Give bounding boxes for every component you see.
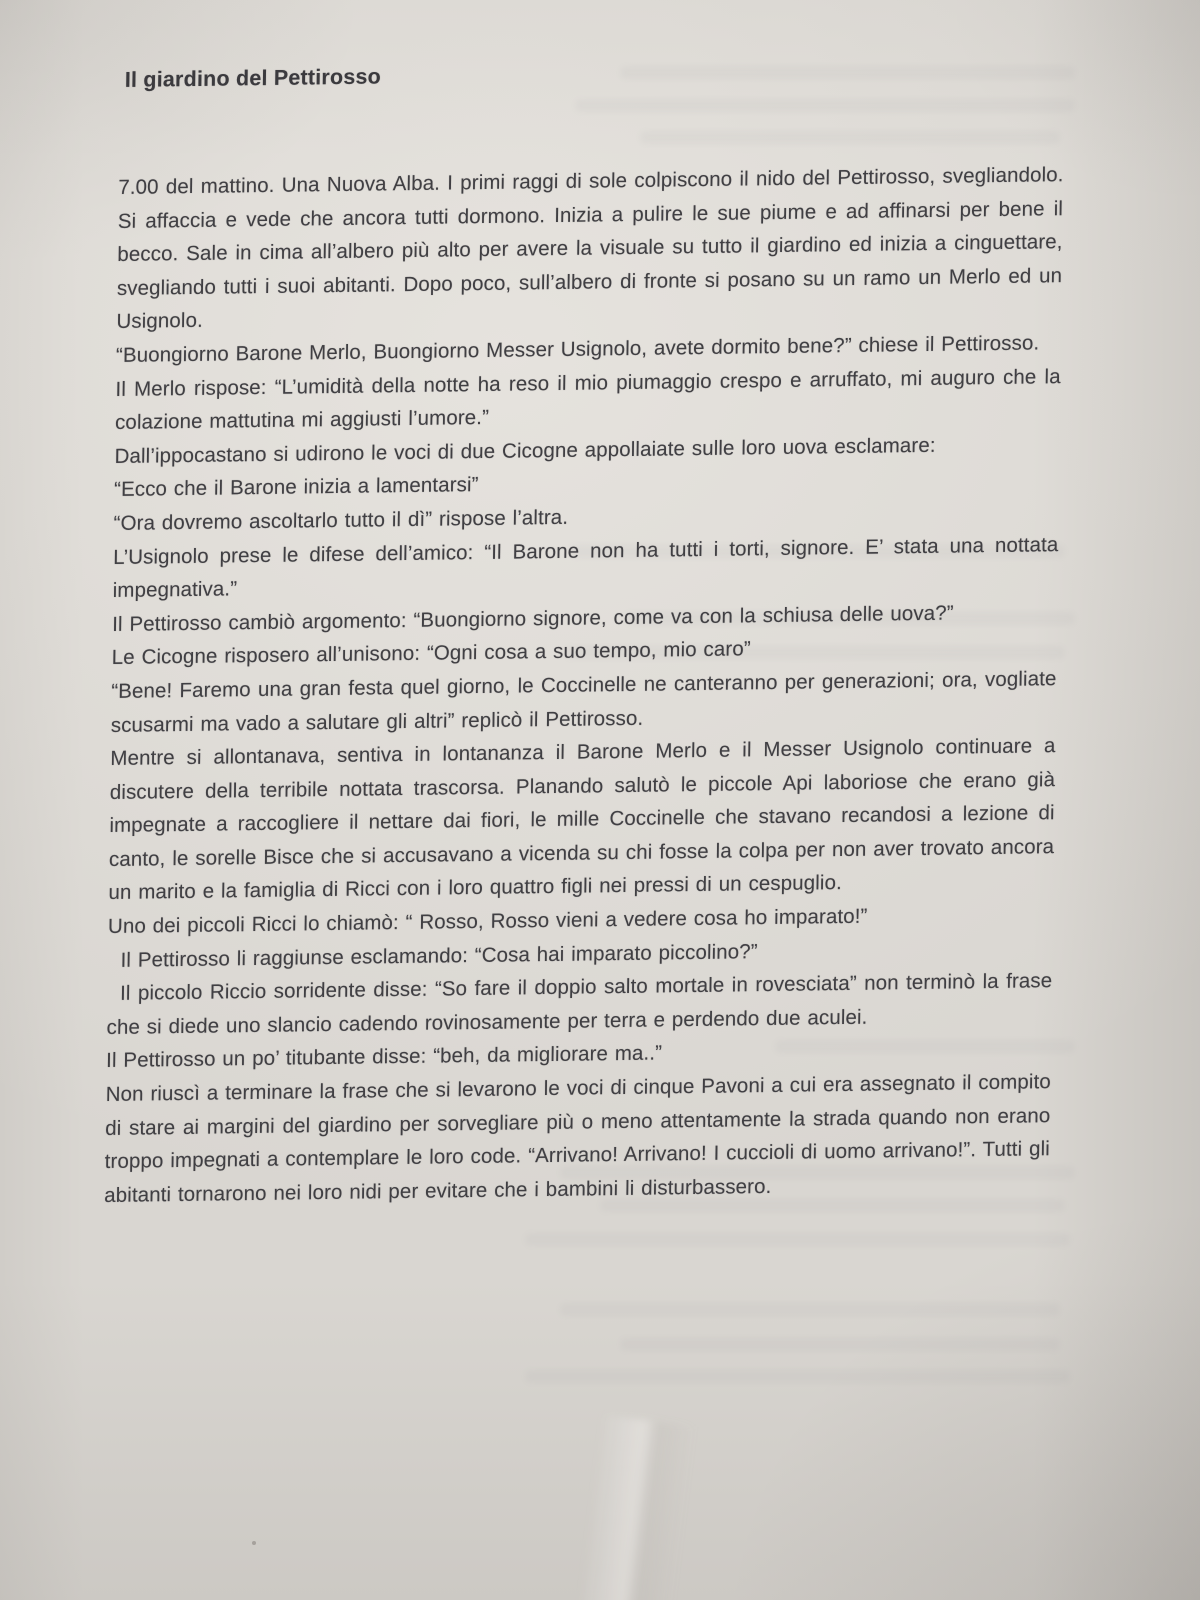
story-paragraph: “Ecco che il Barone inizia a lamentarsi”	[113, 473, 479, 502]
story-paragraph: Uno dei piccoli Ricci lo chiamò: “ Rosso, Rosso vieni a vedere cosa ho imparato!”	[107, 904, 868, 939]
story-paragraph: Il Merlo rispose: “L’umidità della notte ha reso il mio piumaggio crespo e arruffato, mi auguro che la colazione mattutina mi aggiusti l’umore.”	[114, 364, 1061, 435]
story-paragraph: “Ora dovremo ascoltarlo tutto il dì” rispose l’altra.	[113, 505, 569, 535]
document-page	[104, 55, 1065, 1212]
show-through-artifact	[620, 1338, 1060, 1351]
story-paragraph: “Bene! Faremo una gran festa quel giorno, le Coccinelle ne canteranno per generazioni; ora, vogliate scusarmi ma vado a salutare gli altri” replicò il Pettirosso.	[110, 667, 1057, 737]
story-paragraph: “Buongiorno Barone Merlo, Buongiorno Messer Usignolo, avete dormito bene?” chiese il Pettirosso.	[115, 331, 1040, 367]
story-paragraph: Mentre si allontanava, sentiva in lontananza il Barone Merlo e il Messer Usignolo continuare a discutere della terribile nottata trascorsa. Planando salutò le piccole Api laboriose che erano già impegnate a raccogliere il nettare dai fiori, le mille Coccinelle che stavano recandosi a lezione di canto, le sorelle Bisce che si accusavano a vicenda su chi fosse la colpa per non aver trovato ancora un marito e la famiglia di Ricci con i loro quattro figli nei pressi di un cespuglio.	[108, 734, 1056, 905]
paper-speck	[252, 1541, 256, 1545]
story-paragraph: Dall’ippocastano si udirono le voci di due Cicogne appollaiate sulle loro uova esclamare:	[114, 433, 936, 468]
story-paragraph: 7.00 del mattino. Una Nuova Alba. I primi raggi di sole colpiscono il nido del Pettirosso, svegliandolo. Si affaccia e vede che ancora tutti dormono. Inizia a pulire le sue piume e ad affinarsi per bene il becco. Sale in cima all’albero più alto per avere la visuale su tutto il giardino ed inizia a cinguettare, svegliando tutti i suoi abitanti. Dopo poco, sull’albero di fronte si posano su un ramo un Merlo ed un Usignolo.	[116, 163, 1064, 334]
show-through-artifact	[525, 1370, 1070, 1383]
show-through-artifact	[525, 1233, 1070, 1246]
paper-crease	[578, 1415, 697, 1600]
document-body	[104, 158, 1064, 1212]
document-title: Il giardino del Pettirosso	[124, 64, 382, 92]
story-paragraph: Il piccolo Riccio sorridente disse: “So fare il doppio salto mortale in rovesciata” non terminò la frase che si diede uno slancio cadendo rovinosamente per terra e perdendo due aculei.	[106, 969, 1053, 1039]
story-paragraph: Le Cicogne risposero all’unisono: “Ogni cosa a suo tempo, mio caro”	[111, 637, 751, 670]
show-through-artifact	[560, 1303, 1060, 1316]
story-paragraph: Non riuscì a terminare la frase che si levarono le voci di cinque Pavoni a cui era assegnato il compito di stare ai margini del giardino per sorvegliare più o meno attentamente la strada quando non erano troppo impegnati a contemplare le loro code. “Arrivano! Arrivano! I cuccioli di uomo arrivano!”. Tutti gli abitanti tornarono nei loro nidi per evitare che i bambini li disturbassero.	[104, 1070, 1052, 1207]
story-paragraph: Il Pettirosso cambiò argomento: “Buongiorno signore, come va con la schiusa delle uova?”	[112, 601, 954, 636]
story-paragraph: L’Usignolo prese le difese dell’amico: “Il Barone non ha tutti i torti, signore. E’ stata una nottata impegnativa.”	[112, 532, 1059, 603]
story-paragraph: Il Pettirosso li raggiunse esclamando: “Cosa hai imparato piccolino?”	[120, 939, 758, 972]
story-paragraph: Il Pettirosso un po’ titubante disse: “beh, da migliorare ma..”	[105, 1041, 663, 1073]
